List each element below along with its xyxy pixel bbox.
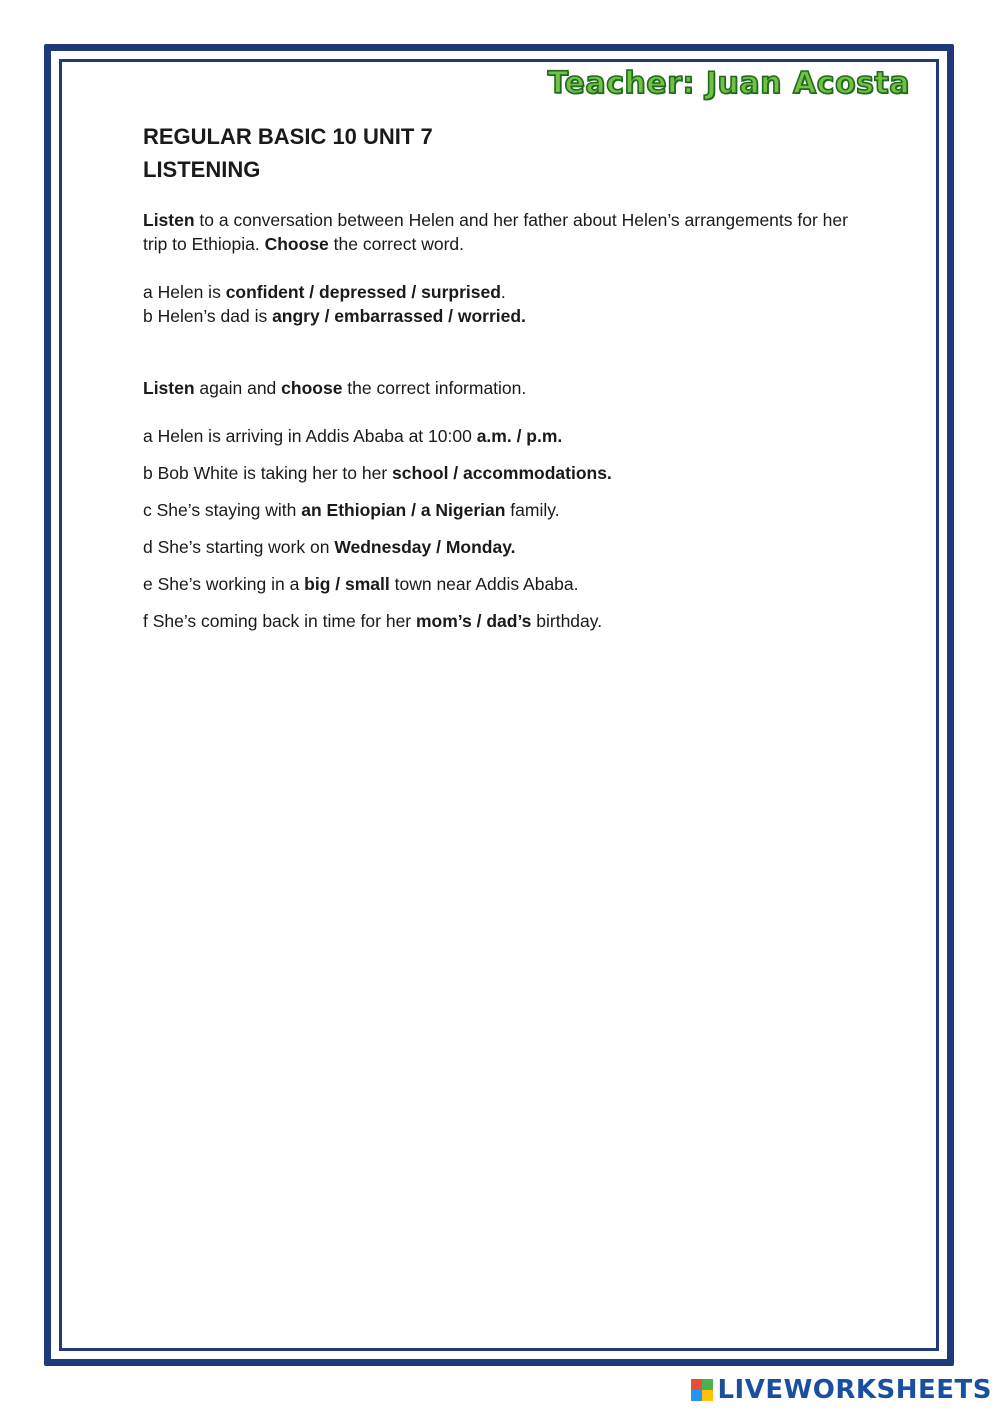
item-text: d She’s starting work on — [143, 537, 335, 557]
title-line-1: REGULAR BASIC 10 UNIT 7 — [143, 124, 433, 149]
liveworksheets-brand: LIVEWORKSHEETS — [717, 1375, 992, 1405]
exercise1-items — [143, 280, 873, 328]
exercise-item — [143, 498, 873, 522]
item-options[interactable]: an Ethiopian / a Nigerian — [301, 500, 506, 520]
item-text: b Helen’s dad is — [143, 306, 273, 326]
instruction-keyword: choose — [281, 378, 343, 398]
item-text: birthday. — [531, 611, 603, 631]
logo-square — [702, 1390, 713, 1401]
teacher-name: Teacher: Juan Acosta — [547, 66, 910, 101]
item-text: . — [500, 282, 506, 302]
item-options[interactable]: a.m. / p.m. — [476, 426, 563, 446]
item-options[interactable]: big / small — [304, 574, 390, 594]
worksheet-title — [143, 120, 873, 186]
instruction-keyword: Choose — [264, 234, 329, 254]
instruction-keyword: Listen — [143, 378, 195, 398]
item-options[interactable]: school / accommodations. — [392, 463, 612, 483]
item-text: b Bob White is taking her to her — [143, 463, 393, 483]
exercise-item — [143, 609, 873, 633]
item-text: a Helen is arriving in Addis Ababa at 10:00 — [143, 426, 477, 446]
exercise-item — [143, 304, 873, 328]
item-options[interactable]: Wednesday / Monday. — [334, 537, 516, 557]
title-line-2: LISTENING — [143, 157, 261, 182]
item-text: e She’s working in a — [143, 574, 305, 594]
liveworksheets-logo — [691, 1375, 992, 1405]
exercise-item — [143, 535, 873, 559]
instruction-text: the correct word. — [328, 234, 464, 254]
item-text: town near Addis Ababa. — [389, 574, 579, 594]
item-options[interactable]: mom’s / dad’s — [416, 611, 532, 631]
exercise1-instruction — [143, 208, 873, 256]
exercise-item — [143, 572, 873, 596]
item-text: a Helen is — [143, 282, 226, 302]
item-options[interactable]: angry / embarrassed / worried. — [272, 306, 526, 326]
logo-square — [691, 1390, 702, 1401]
exercise2-instruction — [143, 376, 873, 400]
item-options[interactable]: confident / depressed / surprised — [225, 282, 501, 302]
instruction-text: to a conversation between Helen and her father about Helen’s arrangements for her trip to Ethiopia. — [143, 210, 848, 254]
exercise-item — [143, 461, 873, 485]
logo-square — [702, 1379, 713, 1390]
exercise-item — [143, 424, 873, 448]
item-text: family. — [505, 500, 560, 520]
exercise2-items — [143, 424, 873, 633]
worksheet-content — [143, 120, 873, 646]
item-text: f She’s coming back in time for her — [143, 611, 416, 631]
item-text: c She’s staying with — [143, 500, 302, 520]
instruction-text: again and — [194, 378, 282, 398]
exercise-item — [143, 280, 873, 304]
instruction-keyword: Listen — [143, 210, 195, 230]
instruction-text: the correct information. — [342, 378, 527, 398]
logo-square — [691, 1379, 702, 1390]
liveworksheets-icon — [691, 1379, 713, 1401]
